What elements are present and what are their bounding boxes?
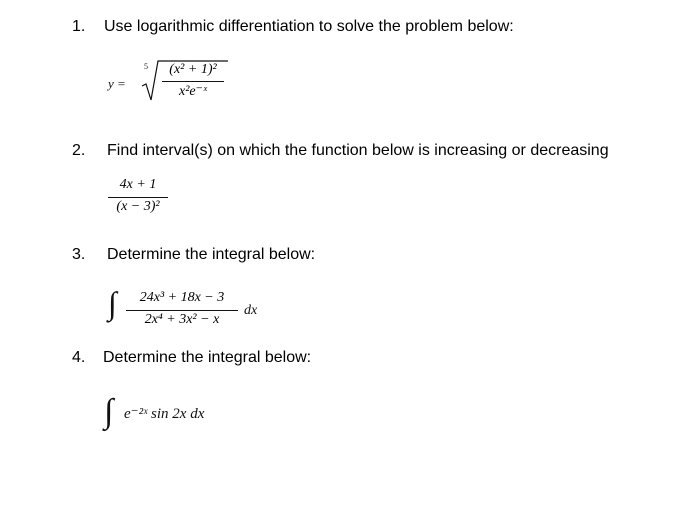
problem-4-text: Determine the integral below: (103, 349, 312, 366)
problem-1-fraction (162, 62, 224, 102)
problem-3-fraction (126, 290, 238, 332)
fraction-numerator: (x² + 1)² (169, 62, 217, 77)
fraction-bar (126, 310, 238, 311)
problem-1-text: Use logarithmic differentiation to solve the problem below: (104, 18, 514, 35)
fraction-numerator: 24x³ + 18x − 3 (139, 290, 225, 305)
fraction-numerator: 4x + 1 (119, 177, 157, 192)
problem-3-number: 3. (72, 246, 86, 263)
problem-2-text: Find interval(s) on which the function below is increasing or decreasing (107, 142, 609, 159)
integrand: e⁻²ˣ sin 2x dx (124, 406, 205, 422)
problem-3-text: Determine the integral below: (107, 246, 316, 263)
fraction-denominator: 2x⁴ + 3x² − x (144, 312, 220, 327)
fraction-denominator: (x − 3)² (116, 199, 160, 214)
fraction-bar (108, 197, 168, 198)
fraction-denominator: x²e⁻ˣ (179, 84, 207, 99)
problem-2-fraction (108, 177, 168, 219)
integral-sign: ∫ (104, 393, 114, 430)
fraction-bar (162, 81, 224, 82)
integral-sign: ∫ (108, 285, 117, 321)
equation-lhs: y = (108, 76, 126, 91)
problem-2-number: 2. (72, 142, 86, 159)
problem-4-number: 4. (72, 349, 86, 366)
root-index: 5 (144, 62, 148, 71)
problem-1-number: 1. (72, 18, 86, 35)
differential: dx (244, 303, 258, 318)
